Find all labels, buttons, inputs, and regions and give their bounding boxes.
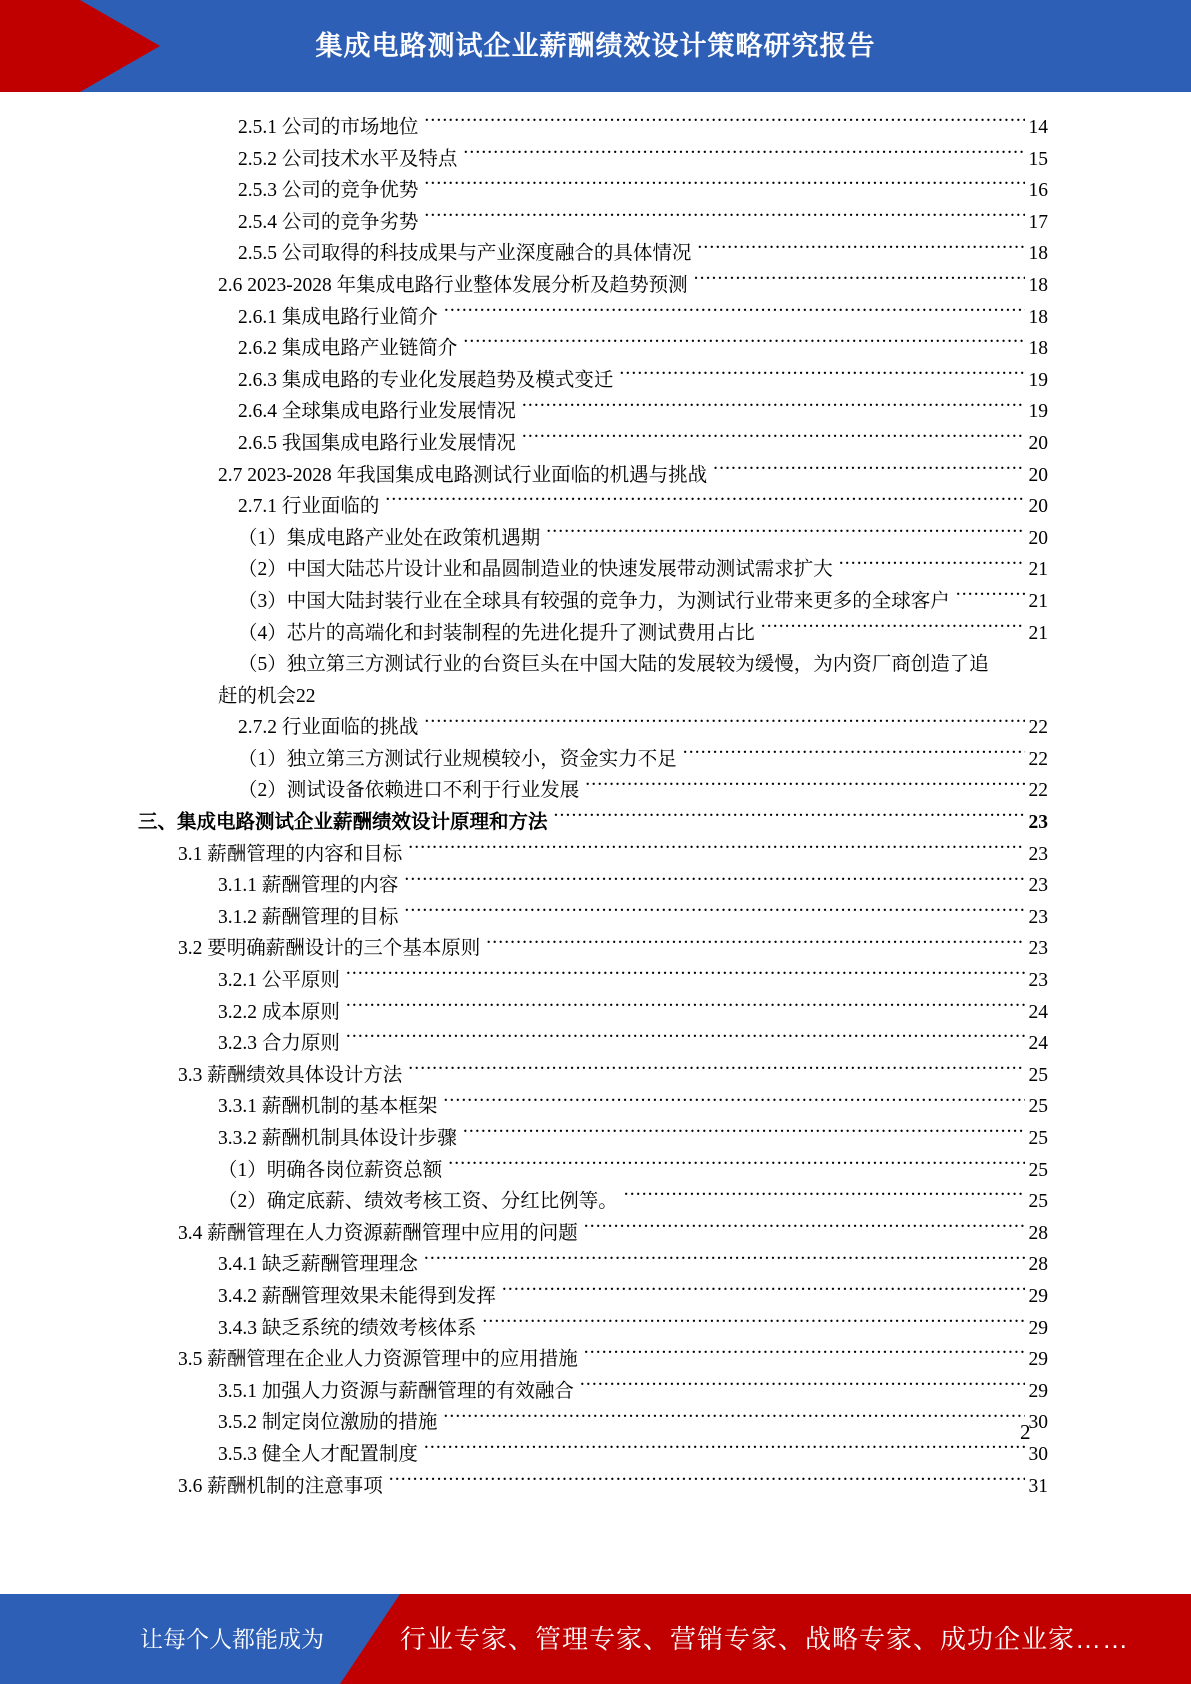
toc-entry-page: 29 bbox=[1028, 1285, 1048, 1307]
toc-entry[interactable] bbox=[218, 1281, 1048, 1313]
toc-entry-page: 21 bbox=[1028, 622, 1048, 644]
toc-entry[interactable] bbox=[238, 144, 1048, 176]
toc-leader-dots bbox=[546, 524, 1024, 544]
toc-entry-page: 16 bbox=[1028, 180, 1048, 202]
toc-leader-dots bbox=[486, 935, 1024, 955]
toc-entry-label: 3.1.1 薪酬管理的内容 bbox=[218, 875, 399, 897]
toc-entry[interactable] bbox=[238, 523, 1048, 555]
toc-entry-label: 3.5.3 健全人才配置制度 bbox=[218, 1443, 418, 1465]
toc-entry-page: 29 bbox=[1028, 1380, 1048, 1402]
toc-entry[interactable] bbox=[178, 1471, 1048, 1503]
toc-leader-dots bbox=[408, 840, 1024, 860]
toc-entry[interactable] bbox=[218, 1313, 1048, 1345]
toc-entry[interactable] bbox=[178, 839, 1048, 871]
toc-leader-dots bbox=[463, 145, 1024, 165]
toc-entry-label: 2.6.5 我国集成电路行业发展情况 bbox=[238, 432, 516, 454]
toc-leader-dots bbox=[404, 903, 1024, 923]
toc-entry[interactable] bbox=[218, 1249, 1048, 1281]
footer-slogan-left: 让每个人都能成为 bbox=[140, 1626, 324, 1652]
toc-entry-page: 22 bbox=[1028, 780, 1048, 802]
toc-entry[interactable] bbox=[238, 333, 1048, 365]
toc-entry-page: 21 bbox=[1028, 559, 1048, 581]
toc-entry-label: 3.1 薪酬管理的内容和目标 bbox=[178, 843, 403, 865]
toc-entry-label: 2.5.5 公司取得的科技成果与产业深度融合的具体情况 bbox=[238, 243, 692, 265]
toc-entry-page: 31 bbox=[1028, 1475, 1048, 1497]
toc-entry-label: （2）中国大陆芯片设计业和晶圆制造业的快速发展带动测试需求扩大 bbox=[238, 559, 833, 581]
toc-entry[interactable] bbox=[238, 491, 1048, 523]
toc-entry-page: 24 bbox=[1028, 1001, 1048, 1023]
toc-entry-label: 3.6 薪酬机制的注意事项 bbox=[178, 1475, 383, 1497]
page-number: 2 bbox=[1020, 1420, 1031, 1444]
toc-leader-dots bbox=[443, 1093, 1024, 1113]
toc-entry-page: 23 bbox=[1028, 938, 1048, 960]
toc-entry-label: （1）明确各岗位薪资总额 bbox=[218, 1159, 443, 1181]
toc-entry[interactable] bbox=[218, 1091, 1048, 1123]
toc-entry-page: 23 bbox=[1028, 970, 1048, 992]
toc-entry[interactable] bbox=[238, 365, 1048, 397]
toc-leader-dots bbox=[683, 745, 1025, 765]
toc-leader-dots bbox=[346, 998, 1025, 1018]
toc-entry-label: 2.7.1 行业面临的 bbox=[238, 496, 380, 518]
toc-leader-dots bbox=[839, 556, 1025, 576]
toc-leader-dots bbox=[761, 619, 1025, 639]
toc-leader-dots bbox=[443, 1409, 1024, 1429]
toc-entry-label: 3.5 薪酬管理在企业人力资源管理中的应用措施 bbox=[178, 1349, 578, 1371]
toc-entry-page: 23 bbox=[1028, 875, 1048, 897]
toc-entry[interactable] bbox=[238, 238, 1048, 270]
toc-leader-dots bbox=[619, 366, 1024, 386]
toc-entry-label: 2.5.2 公司技术水平及特点 bbox=[238, 148, 458, 170]
toc-entry[interactable] bbox=[218, 270, 1048, 302]
toc-leader-dots bbox=[424, 1440, 1025, 1460]
page-footer bbox=[0, 1594, 1191, 1684]
toc-leader-dots bbox=[444, 303, 1025, 323]
toc-entry-page: 21 bbox=[1028, 590, 1048, 612]
toc-entry-page: 20 bbox=[1028, 464, 1048, 486]
toc-entry[interactable] bbox=[238, 396, 1048, 428]
toc-entry-page: 25 bbox=[1028, 1096, 1048, 1118]
toc-entry-label: 3.4 薪酬管理在人力资源薪酬管理中应用的问题 bbox=[178, 1222, 578, 1244]
toc-entry-label: 3.1.2 薪酬管理的目标 bbox=[218, 906, 399, 928]
toc-entry-page: 20 bbox=[1028, 496, 1048, 518]
toc-entry[interactable] bbox=[238, 586, 1048, 618]
toc-leader-dots bbox=[424, 114, 1024, 134]
toc-entry-label: 3.2.3 合力原则 bbox=[218, 1033, 340, 1055]
toc-entry[interactable] bbox=[218, 1186, 1048, 1218]
toc-leader-dots bbox=[448, 1156, 1024, 1176]
toc-entry-label: 2.5.3 公司的竞争优势 bbox=[238, 180, 419, 202]
toc-entry-label: 三、集成电路测试企业薪酬绩效设计原理和方法 bbox=[138, 812, 548, 834]
toc-entry-label: （4）芯片的高端化和封装制程的先进化提升了测试费用占比 bbox=[238, 622, 755, 644]
toc-entry[interactable] bbox=[218, 902, 1048, 934]
toc-leader-dots bbox=[694, 271, 1025, 291]
toc-leader-dots bbox=[385, 493, 1024, 513]
toc-entry-label: 3.2.1 公平原则 bbox=[218, 970, 340, 992]
toc-leader-dots bbox=[956, 587, 1025, 607]
toc-entry[interactable] bbox=[238, 175, 1048, 207]
toc-entry-label: 3.3.2 薪酬机制具体设计步骤 bbox=[218, 1128, 457, 1149]
table-of-contents bbox=[0, 112, 1191, 1502]
toc-leader-dots bbox=[389, 1472, 1025, 1492]
toc-leader-dots bbox=[713, 461, 1024, 481]
toc-entry[interactable] bbox=[178, 1218, 1048, 1250]
toc-entry[interactable] bbox=[218, 997, 1048, 1029]
toc-entry-label: 3.4.1 缺乏薪酬管理理念 bbox=[218, 1254, 418, 1276]
toc-entry[interactable] bbox=[238, 207, 1048, 239]
toc-entry[interactable] bbox=[218, 1439, 1048, 1471]
toc-leader-dots bbox=[408, 1061, 1024, 1081]
toc-entry-label: 2.6.3 集成电路的专业化发展趋势及模式变迁 bbox=[238, 369, 614, 391]
toc-leader-dots bbox=[584, 1346, 1025, 1366]
toc-leader-dots bbox=[522, 429, 1025, 449]
toc-entry-page: 22 bbox=[1028, 748, 1048, 770]
toc-leader-dots bbox=[424, 714, 1024, 734]
toc-entry-page: 19 bbox=[1028, 401, 1048, 423]
toc-entry-page: 17 bbox=[1028, 211, 1048, 233]
toc-entry-wrap-tail: 赶的机会 bbox=[218, 685, 297, 707]
toc-entry[interactable] bbox=[218, 1407, 1048, 1439]
toc-leader-dots bbox=[482, 1314, 1024, 1334]
toc-entry[interactable] bbox=[238, 649, 1048, 681]
toc-leader-dots bbox=[346, 967, 1025, 987]
toc-entry-page: 25 bbox=[1028, 1191, 1048, 1213]
toc-entry-label: 3.5.1 加强人力资源与薪酬管理的有效融合 bbox=[218, 1380, 574, 1402]
toc-leader-dots bbox=[424, 208, 1024, 228]
toc-entry[interactable] bbox=[178, 1060, 1048, 1092]
toc-entry[interactable] bbox=[218, 1123, 1048, 1155]
toc-entry[interactable] bbox=[218, 1376, 1048, 1408]
toc-entry-label: 2.6.1 集成电路行业简介 bbox=[238, 306, 438, 328]
toc-entry-page: 25 bbox=[1028, 1128, 1048, 1149]
toc-entry-page: 25 bbox=[1028, 1064, 1048, 1086]
toc-leader-dots bbox=[346, 1030, 1025, 1050]
toc-entry[interactable] bbox=[218, 1028, 1048, 1060]
toc-entry[interactable] bbox=[238, 302, 1048, 334]
toc-entry-label: （2）测试设备依赖进口不利于行业发展 bbox=[238, 780, 580, 802]
footer-slogan-right: 行业专家、管理专家、营销专家、战略专家、成功企业家…… bbox=[400, 1624, 1130, 1654]
toc-entry-label: 2.7 2023-2028 年我国集成电路测试行业面临的机遇与挑战 bbox=[218, 464, 708, 486]
toc-entry-page: 28 bbox=[1028, 1254, 1048, 1276]
toc-entry[interactable] bbox=[218, 1155, 1048, 1187]
toc-entry-label: （5）独立第三方测试行业的台资巨头在中国大陆的发展较为缓慢，为内资厂商创造了追 bbox=[238, 654, 989, 676]
toc-entry[interactable] bbox=[178, 1344, 1048, 1376]
toc-entry[interactable] bbox=[218, 965, 1048, 997]
toc-entry[interactable] bbox=[218, 460, 1048, 492]
toc-leader-dots bbox=[463, 335, 1024, 355]
toc-entry[interactable] bbox=[238, 554, 1048, 586]
toc-entry-page: 18 bbox=[1028, 243, 1048, 265]
toc-entry-page: 20 bbox=[1028, 527, 1048, 549]
toc-leader-dots bbox=[554, 809, 1025, 829]
toc-entry[interactable] bbox=[178, 933, 1048, 965]
toc-entry-label: 3.4.3 缺乏系统的绩效考核体系 bbox=[218, 1317, 477, 1339]
toc-entry[interactable] bbox=[238, 744, 1048, 776]
toc-entry-label: 3.3 薪酬绩效具体设计方法 bbox=[178, 1064, 403, 1086]
toc-entry-page: 14 bbox=[1028, 117, 1048, 138]
report-title: 集成电路测试企业薪酬绩效设计策略研究报告 bbox=[315, 31, 876, 61]
toc-entry-label: 2.5.4 公司的竞争劣势 bbox=[238, 211, 419, 233]
toc-entry-label: 3.2 要明确薪酬设计的三个基本原则 bbox=[178, 938, 481, 960]
toc-entry-page: 29 bbox=[1028, 1317, 1048, 1339]
toc-entry[interactable] bbox=[238, 428, 1048, 460]
toc-entry-page: 22 bbox=[1028, 717, 1048, 739]
toc-entry-label: （1）独立第三方测试行业规模较小，资金实力不足 bbox=[238, 748, 677, 770]
toc-leader-dots bbox=[502, 1282, 1025, 1302]
toc-entry-label: 3.2.2 成本原则 bbox=[218, 1001, 340, 1023]
toc-entry-page: 20 bbox=[1028, 432, 1048, 454]
toc-entry-page: 28 bbox=[1028, 1222, 1048, 1244]
toc-entry-page: 24 bbox=[1028, 1033, 1048, 1055]
toc-entry-page: 18 bbox=[1028, 338, 1048, 360]
toc-entry-label: （2）确定底薪、绩效考核工资、分红比例等。 bbox=[218, 1191, 618, 1213]
toc-entry-page: 15 bbox=[1028, 148, 1048, 170]
toc-entry[interactable] bbox=[238, 618, 1048, 650]
toc-entry[interactable] bbox=[138, 807, 1048, 839]
toc-entry-page: 23 bbox=[1028, 906, 1048, 928]
toc-entry-continuation[interactable] bbox=[218, 681, 1048, 713]
toc-leader-dots bbox=[624, 1188, 1025, 1208]
toc-leader-dots bbox=[463, 1125, 1025, 1145]
toc-leader-dots bbox=[404, 872, 1024, 892]
toc-entry-page: 18 bbox=[1028, 274, 1048, 296]
toc-entry-page: 22 bbox=[296, 685, 316, 707]
page-header bbox=[0, 0, 1191, 92]
toc-entry-label: 3.4.2 薪酬管理效果未能得到发挥 bbox=[218, 1285, 496, 1307]
toc-entry-page: 19 bbox=[1028, 369, 1048, 391]
toc-entry[interactable] bbox=[238, 712, 1048, 744]
toc-leader-dots bbox=[424, 177, 1024, 197]
toc-entry-label: 2.6.2 集成电路产业链简介 bbox=[238, 338, 458, 360]
toc-entry-label: 2.7.2 行业面临的挑战 bbox=[238, 717, 419, 739]
toc-entry-page: 23 bbox=[1028, 843, 1048, 865]
toc-leader-dots bbox=[424, 1251, 1025, 1271]
toc-leader-dots bbox=[584, 1219, 1025, 1239]
toc-entry-page: 29 bbox=[1028, 1349, 1048, 1371]
toc-leader-dots bbox=[580, 1377, 1025, 1397]
toc-entry-page: 18 bbox=[1028, 306, 1048, 328]
toc-entry-label: 2.5.1 公司的市场地位 bbox=[238, 117, 419, 138]
toc-entry-label: 3.5.2 制定岗位激励的措施 bbox=[218, 1412, 438, 1434]
toc-entry-page: 23 bbox=[1028, 812, 1048, 834]
toc-entry-page: 30 bbox=[1028, 1443, 1048, 1465]
toc-leader-dots bbox=[697, 240, 1024, 260]
toc-entry[interactable] bbox=[238, 112, 1048, 144]
toc-entry-label: （3）中国大陆封装行业在全球具有较强的竞争力，为测试行业带来更多的全球客户 bbox=[238, 590, 950, 612]
toc-entry-page: 25 bbox=[1028, 1159, 1048, 1181]
toc-entry-label: （1）集成电路产业处在政策机遇期 bbox=[238, 527, 541, 549]
toc-entry-label: 2.6.4 全球集成电路行业发展情况 bbox=[238, 401, 516, 423]
toc-entry[interactable] bbox=[218, 870, 1048, 902]
toc-leader-dots bbox=[522, 398, 1025, 418]
toc-entry-label: 2.6 2023-2028 年集成电路行业整体发展分析及趋势预测 bbox=[218, 274, 688, 296]
toc-entry-page: 30 bbox=[1028, 1412, 1048, 1434]
toc-leader-dots bbox=[585, 777, 1024, 797]
toc-entry[interactable] bbox=[238, 775, 1048, 807]
toc-entry-label: 3.3.1 薪酬机制的基本框架 bbox=[218, 1096, 438, 1118]
